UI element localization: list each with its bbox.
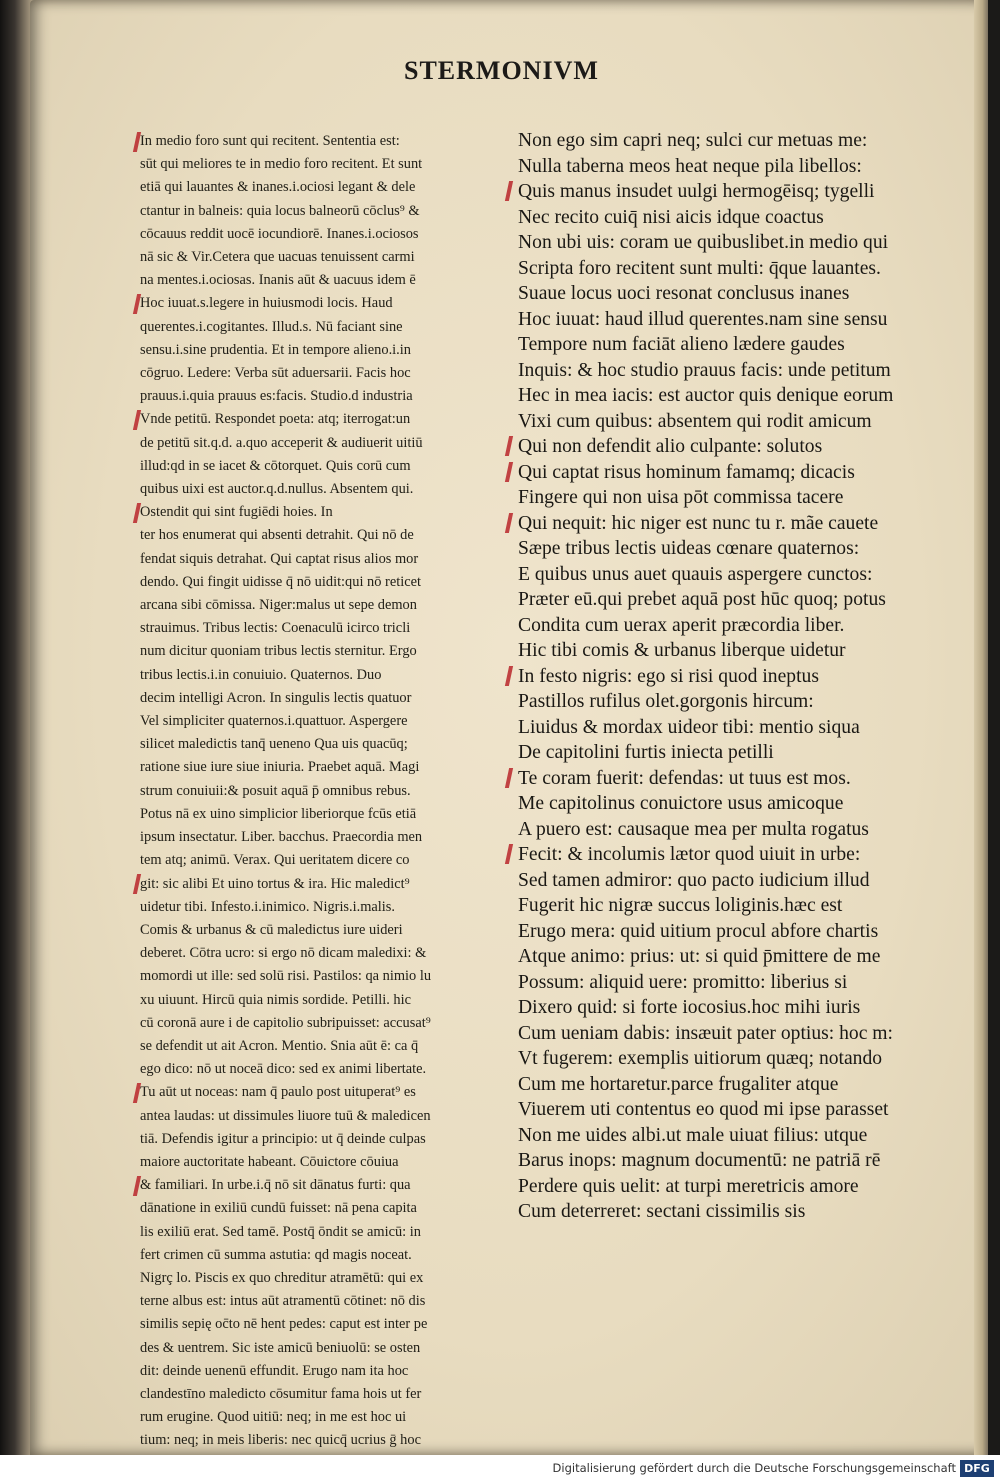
verse-line: Hic tibi comis & urbanus liberque uidetur	[518, 640, 846, 661]
verse-line: Perdere quis uelit: at turpi meretricis amore	[518, 1175, 859, 1197]
commentary-line: na mentes.i.ociosas. Inanis aūt & uacuus idem ē	[140, 272, 416, 289]
commentary-line: momordi ut ille: sed solū risi. Pastilos: qa nimio lu	[140, 968, 432, 985]
verse-line: Qui captat risus hominum famamq; dicacis	[518, 461, 855, 483]
verse-line: Hoc iuuat: haud illud querentes.nam sine sensu	[518, 308, 888, 330]
commentary-line: Nigrç lo. Piscis ex quo chreditur atramētū: qui ex	[140, 1269, 424, 1286]
verse-line: Qui non defendit alio culpante: solutos	[518, 436, 823, 457]
commentary-line: dit: deinde uenenū effundit. Erugo nam ita hoc	[140, 1362, 409, 1379]
commentary-line: querentes.i.cogitantes. Illud.s. Nū faciant sine	[140, 318, 403, 335]
commentary-column	[140, 130, 512, 1453]
verse-line: Fugerit hic nigræ succus loliginis.hæc est	[518, 895, 843, 916]
commentary-line: Tu aūt ut noceas: nam q̄ paulo post uituperat⁹ es	[140, 1084, 416, 1101]
dfg-logo: DFG	[960, 1460, 994, 1477]
verse-line: Barus inops: magnum documentū: ne patriā rē	[518, 1150, 881, 1171]
commentary-line: prauus.i.quia prauus es:facis. Studio.d industria	[140, 388, 413, 405]
commentary-line: Hoc iuuat.s.legere in huiusmodi locis. Haud	[140, 295, 393, 312]
commentary-line: ratione siue iure siue iniuria. Praebet aquā. Magi	[140, 759, 420, 776]
verse-line: Cum me hortaretur.parce frugaliter atque	[518, 1073, 839, 1095]
verse-line: Nulla taberna meos heat neque pila libellos:	[518, 155, 862, 177]
verse-line: Vixi cum quibus: absentem qui rodit amicum	[518, 410, 872, 432]
page-edge	[974, 0, 988, 1455]
verse-line: Pastillos rufilus olet.gorgonis hircum:	[518, 691, 814, 712]
verse-line: Viuerem uti contentus eo quod mi ipse parasset	[518, 1099, 889, 1120]
verse-line: Me capitolinus conuictore usus amicoque	[518, 793, 844, 814]
commentary-line: cōgruo. Ledere: Verba sūt aduersarii. Facis hoc	[140, 365, 411, 382]
commentary-line: Comis & urbanus & cū maledictus iure uideri	[140, 921, 403, 938]
commentary-line: sensu.i.sine prudentia. Et in tempore alieno.i.in	[140, 341, 411, 358]
verse-line: Dixero quid: si forte iocosius.hoc mihi iuris	[518, 997, 861, 1018]
commentary-line: ctantur in balneis: quia locus balneorū cōclus⁹ &	[140, 202, 420, 219]
commentary-line: tium: neq; in meis liberis: nec quicq̄ ucrius ḡ hoc	[140, 1432, 421, 1449]
verse-line: Sed tamen admiror: quo pacto iudicium illud	[518, 869, 870, 891]
digitization-credit: Digitalisierung gefördert durch die Deutsche Forschungsgemeinschaft	[552, 1461, 956, 1475]
verse-line: Non me uides albi.ut male uiuat filius: utque	[518, 1124, 868, 1146]
commentary-line: terne albus est: intus aūt atramentū cōtinet: nō dis	[140, 1293, 426, 1310]
commentary-line: dānatione in exiliū cundū fuisset: nā pena capita	[140, 1200, 417, 1217]
commentary-line: se defendit ut ait Acron. Mentio. Snia aūt ē: ca q̄	[140, 1037, 419, 1054]
commentary-line: Potus nā ex uino simplicior liberiorque fcūs etiā	[140, 805, 417, 822]
verse-line: Liuidus & mordax uideor tibi: mentio siqua	[518, 716, 860, 738]
verse-line: E quibus unus auet quauis aspergere cunctos:	[518, 563, 873, 585]
verse-line: Quis manus insudet uulgi hermogēisq; tygelli	[518, 181, 875, 202]
verse-line: Fecit: & incolumis lætor quod uiuit in urbe:	[518, 844, 861, 865]
verse-line: Erugo mera: quid uitium procul abfore chartis	[518, 920, 879, 942]
verse-line: Vt fugerem: exemplis uitiorum quæq; notando	[518, 1048, 883, 1069]
footer-bar	[0, 1455, 1000, 1483]
verse-line: Nec recito cuiq̄ nisi aicis idque coactus	[518, 206, 824, 228]
commentary-line: & familiari. In urbe.i.q̄ nō sit dānatus furti: qua	[140, 1177, 411, 1194]
commentary-line: decim intelligi Acron. In singulis lectis quatuor	[140, 689, 412, 706]
commentary-line: xu uiuunt. Hircū quia nimis sordide. Petilli. hic	[140, 991, 411, 1008]
verse-line: Suaue locus uoci resonat conclusus inanes	[518, 283, 850, 304]
commentary-line: clandestīno maledicto cōsumitur fama hois ut fer	[140, 1385, 422, 1402]
verse-line: Inquis: & hoc studio prauus facis: unde petitum	[518, 359, 891, 381]
commentary-line: Vnde petitū. Respondet poeta: atq; iterrogat:un	[140, 411, 411, 428]
commentary-line: arcana sibi cōmissa. Niger:malus ut sepe demon	[140, 597, 417, 614]
verse-line: Cum deterreret: sectani cissimilis sis	[518, 1201, 806, 1222]
commentary-line: tribus lectis.i.in conuiuio. Quaternos. Duo	[140, 666, 382, 683]
commentary-line: uidetur tibi. Infesto.i.inimico. Nigris.i.malis.	[140, 898, 396, 915]
commentary-line: fendat siquis detrahat. Qui captat risus alios mor	[140, 550, 419, 567]
verse-line: Scripta foro recitent sunt multi: q̄que lauantes.	[518, 257, 881, 279]
commentary-line: cū coronā aure i de capitolio subripuisset: accusat⁹	[140, 1014, 431, 1031]
commentary-line: dendo. Qui fingit uidisse q̄ nō uidit:qui nō reticet	[140, 573, 421, 590]
verse-line: Præter eū.qui prebet aquā post hūc quoq; potus	[518, 589, 886, 610]
verse-line: Condita cum uerax aperit præcordia liber.	[518, 614, 845, 636]
commentary-line: In medio foro sunt qui recitent. Sententia est:	[140, 133, 400, 149]
commentary-line: strum conuiuii:& posuit aquā p̄ omnibus rebus.	[140, 782, 411, 799]
commentary-line: deberet. Cōtra ucro: si ergo nō dicam maledixi: &	[140, 945, 427, 962]
verse-line: Qui nequit: hic niger est nunc tu r. mãe cauete	[518, 512, 879, 534]
commentary-line: maiore auctoritate habeant. Cōuictore cōuiua	[140, 1153, 399, 1170]
verse-column	[512, 128, 964, 1225]
commentary-line: fert crimen cū summa astutia: qd magis noceat.	[140, 1246, 412, 1263]
commentary-line: des & uentrem. Sic iste amicū beniuolū: se osten	[140, 1339, 421, 1356]
commentary-line: strauimus. Tribus lectis: Coenaculū icirco tricli	[140, 620, 411, 637]
commentary-line: num dicitur quoniam tribus lectis sternitur. Ergo	[140, 643, 417, 660]
commentary-line: quibus uixi est auctor.q.d.nullus. Absentem qui.	[140, 481, 414, 498]
verse-line: Sæpe tribus lectis uideas cœnare quaternos:	[518, 538, 860, 559]
commentary-line: nā sic & Vir.Cetera que uacuas tenuissent carmi	[140, 249, 415, 266]
verse-line: Atque animo: prius: ut: si quid p̄mittere de me	[518, 946, 881, 967]
commentary-line: cōcauus reddit uocē iocundiorē. Inanes.i.ociosos	[140, 225, 419, 242]
commentary-line: lis exiliū erat. Sed tamē. Postq̄ ōndit se amicū: in	[140, 1223, 421, 1240]
verse-line: A puero est: causaque mea per multa rogatus	[518, 818, 869, 840]
commentary-line: de petitū sit.q.d. a.quo acceperit & audiuerit uitiū	[140, 434, 423, 451]
verse-line: Te coram fuerit: defendas: ut tuus est mos.	[518, 767, 851, 789]
verse-line: De capitolini furtis iniecta petilli	[518, 742, 774, 763]
commentary-line: git: sic alibi Et uino tortus & ira. Hic maledict⁹	[140, 875, 410, 892]
commentary-line: rum erugine. Quod uitiū: neq; in me est hoc ui	[140, 1409, 407, 1426]
commentary-line: sūt qui meliores te in medio foro recitent. Et sunt	[140, 156, 423, 173]
verse-line: In festo nigris: ego si risi quod ineptus	[518, 665, 819, 687]
running-head: STERMONIVM	[404, 56, 599, 85]
verse-line: Possum: aliquid uere: promitto: liberius si	[518, 971, 848, 993]
commentary-line: illud:qd in se iacet & cōtorquet. Quis corū cum	[140, 457, 411, 474]
commentary-line: ego dico: nō ut noceā dico: sed ex animi libertate.	[140, 1061, 427, 1078]
verse-line: Hec in mea iacis: est auctor quis denique eorum	[518, 385, 894, 406]
verse-line: Non ubi uis: coram ue quibuslibet.in medio qui	[518, 232, 889, 253]
verse-line: Fingere qui non uisa pōt commissa tacere	[518, 487, 844, 508]
verse-line: Cum ueniam dabis: insæuit pater optius: hoc m:	[518, 1022, 893, 1044]
verse-line: Non ego sim capri neq; sulci cur metuas me:	[518, 130, 868, 151]
commentary-line: tem atq; animū. Verax. Qui ueritatem dicere co	[140, 852, 410, 869]
commentary-line: ter hos enumerat qui absenti detrahit. Qui nō de	[140, 527, 414, 544]
commentary-line: ipsum insectatur. Liber. bacchus. Praecordia men	[140, 829, 423, 846]
commentary-line: etiā qui lauantes & inanes.i.ociosi legant & dele	[140, 179, 416, 196]
commentary-line: Vel simpliciter quaternos.i.quattuor. Aspergere	[140, 713, 408, 730]
commentary-line: silicet maledictis tanq̄ ueneno Qua uis quacūq;	[140, 736, 408, 753]
commentary-line: antea laudas: ut dissimules liuore tuū & maledicen	[140, 1107, 431, 1124]
commentary-line: similis sepię oc̄to nē hent pedes: caput est inter pe	[140, 1316, 428, 1333]
commentary-line: tiā. Defendis igitur a principio: ut q̄ deinde culpas	[140, 1130, 426, 1147]
commentary-line: Ostendit qui sint fugiēdi hoies. In	[140, 504, 333, 521]
verse-line: Tempore num faciāt alieno lædere gaudes	[518, 334, 845, 355]
